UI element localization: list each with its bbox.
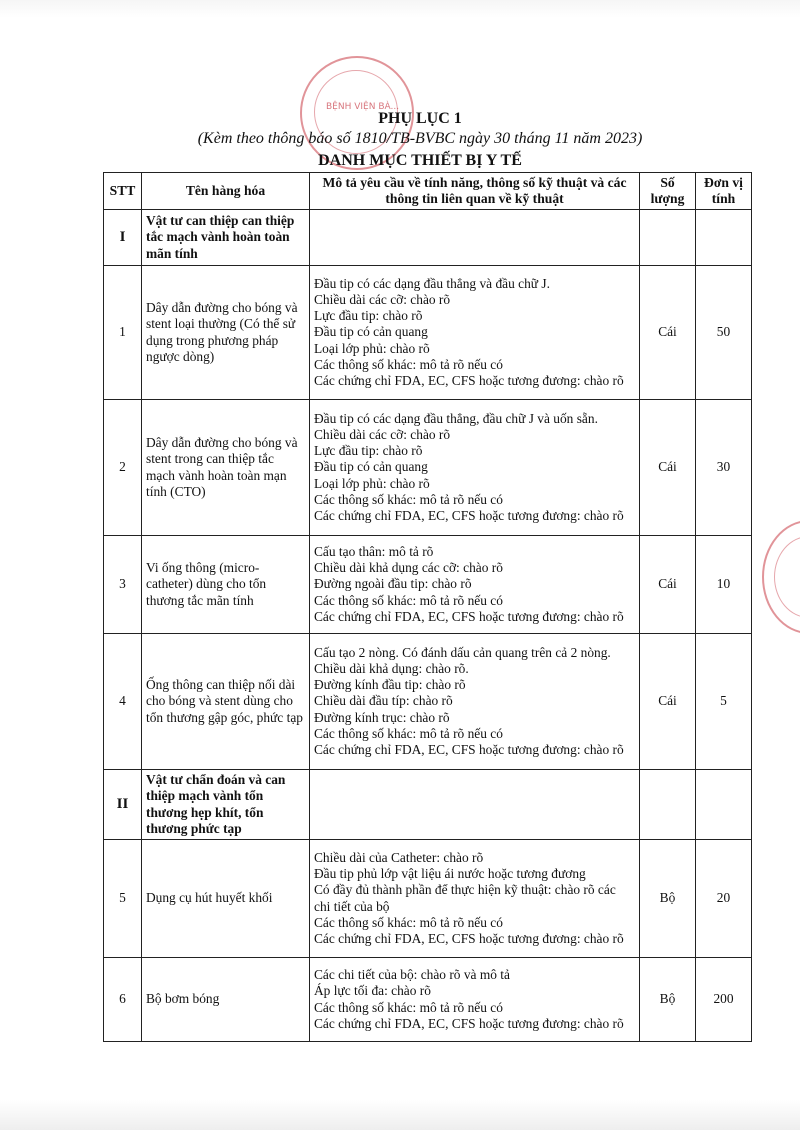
- section-qty-empty: [696, 770, 752, 840]
- description-line: Các thông số khác: mô tả rõ nếu có: [314, 592, 503, 608]
- device-table: [103, 172, 752, 1042]
- description-line: Các chứng chỉ FDA, EC, CFS hoặc tương đương: chào rõ: [314, 930, 624, 946]
- list-title: DANH MỤC THIẾT BỊ Y TẾ: [318, 152, 522, 169]
- appendix-title: PHỤ LỤC 1: [378, 110, 462, 127]
- item-number: 1: [104, 266, 142, 400]
- table-row: [104, 400, 752, 536]
- description-line: Đường kính trục: chào rõ: [314, 709, 450, 725]
- item-unit: Cái: [640, 536, 696, 634]
- section-unit-empty: [640, 770, 696, 840]
- item-quantity: 10: [696, 536, 752, 634]
- description-line: Chiều dài các cỡ: chào rõ: [314, 426, 451, 442]
- section-number: II: [104, 770, 142, 840]
- description-line: Đầu tip có các dạng đầu thẳng, đầu chữ J và uốn sẵn.: [314, 410, 598, 426]
- description-line: Các chứng chỉ FDA, EC, CFS hoặc tương đương: chào rõ: [314, 508, 624, 523]
- section-desc-empty: [310, 770, 640, 840]
- header-desc: Mô tả yêu cầu về tính năng, thông số kỹ thuật và các thông tin liên quan về kỹ thuật: [310, 173, 640, 210]
- item-unit: Cái: [640, 634, 696, 770]
- item-quantity: 50: [696, 266, 752, 400]
- description-line: Chiều dài khả dụng các cỡ: chào rõ: [314, 560, 503, 576]
- item-quantity: 30: [696, 400, 752, 536]
- appendix-subtitle: (Kèm theo thông báo số 1810/TB-BVBC ngày 30 tháng 11 năm 2023): [197, 130, 643, 147]
- item-name: Vi ống thông (micro-catheter) dùng cho tổn thương tắc mãn tính: [142, 536, 310, 634]
- description-line: Chiều dài các cỡ: chào rõ: [314, 291, 451, 307]
- description-line: Lực đầu tip: chào rõ: [314, 308, 423, 324]
- table-row: [104, 634, 752, 770]
- item-name: Dây dẫn đường cho bóng và stent trong can thiệp tắc mạch vành hoàn toàn mạn tính (CTO): [142, 400, 310, 536]
- item-description: [310, 958, 640, 1042]
- description-line: Lực đầu tip: chào rõ: [314, 443, 423, 459]
- description-line: Chiều dài đầu típ: chào rõ: [314, 693, 453, 709]
- table-body: [104, 210, 752, 1042]
- item-number: 6: [104, 958, 142, 1042]
- description-line: Đầu tip có cản quang: [314, 324, 428, 340]
- item-unit: Cái: [640, 266, 696, 400]
- section-qty-empty: [696, 210, 752, 266]
- section-row: [104, 210, 752, 266]
- item-description: [310, 266, 640, 400]
- description-line: Cấu tạo 2 nòng. Có đánh dấu cản quang trên cả 2 nòng. Chiều dài khả dụng: chào rõ.: [314, 644, 611, 676]
- item-description: [310, 400, 640, 536]
- description-line: Các thông số khác: mô tả rõ nếu có: [314, 356, 503, 372]
- description-line: Loại lớp phủ: chào rõ: [314, 475, 430, 491]
- item-name: Bộ bơm bóng: [142, 958, 310, 1042]
- item-name: Dây dẫn đường cho bóng và stent loại thường (Có thể sử dụng trong phương pháp ngược dòng): [142, 266, 310, 400]
- seal-text: BỆNH VIỆN BÀ...: [326, 102, 400, 112]
- item-quantity: 20: [696, 840, 752, 958]
- description-line: Các chứng chỉ FDA, EC, CFS hoặc tương đương: chào rõ: [314, 373, 624, 388]
- item-description: [310, 536, 640, 634]
- section-unit-empty: [640, 210, 696, 266]
- section-number: I: [104, 210, 142, 266]
- item-description: [310, 634, 640, 770]
- table-row: [104, 536, 752, 634]
- description-line: Các chứng chỉ FDA, EC, CFS hoặc tương đương: chào rõ: [314, 742, 624, 757]
- item-quantity: 5: [696, 634, 752, 770]
- table-row: [104, 266, 752, 400]
- section-name: Vật tư can thiệp can thiệp tắc mạch vành hoàn toàn mãn tính: [142, 210, 310, 266]
- description-line: Các thông số khác: mô tả rõ nếu có: [314, 725, 503, 741]
- description-line: Đầu tip có cản quang: [314, 459, 428, 475]
- item-number: 4: [104, 634, 142, 770]
- header-name: Tên hàng hóa: [142, 173, 310, 210]
- header-qty: Đơn vị tính: [696, 173, 752, 210]
- description-line: Đầu tip phủ lớp vật liệu ái nước hoặc tương đương: [314, 866, 586, 882]
- item-name: Ống thông can thiệp nối dài cho bóng và stent dùng cho tổn thương gập góc, phức tạp: [142, 634, 310, 770]
- description-line: Chiều dài của Catheter: chào rõ: [314, 849, 484, 865]
- description-line: Các thông số khác: mô tả rõ nếu có: [314, 491, 503, 507]
- item-unit: Bộ: [640, 958, 696, 1042]
- description-line: Áp lực tối đa: chào rõ: [314, 983, 431, 999]
- item-unit: Cái: [640, 400, 696, 536]
- description-line: Đầu tip có các dạng đầu thẳng và đầu chữ J.: [314, 275, 550, 291]
- header-unit: Số lượng: [640, 173, 696, 210]
- description-line: Có đầy đủ thành phần để thực hiện kỹ thuật: chào rõ các chi tiết của bộ: [314, 882, 616, 914]
- item-number: 5: [104, 840, 142, 958]
- item-quantity: 200: [696, 958, 752, 1042]
- section-row: [104, 770, 752, 840]
- item-description: [310, 840, 640, 958]
- table-row: [104, 840, 752, 958]
- item-number: 3: [104, 536, 142, 634]
- description-line: Các thông số khác: mô tả rõ nếu có: [314, 999, 503, 1015]
- section-desc-empty: [310, 210, 640, 266]
- description-line: Các chứng chỉ FDA, EC, CFS hoặc tương đương: chào rõ: [314, 1015, 624, 1031]
- item-unit: Bộ: [640, 840, 696, 958]
- description-line: Cấu tạo thân: mô tả rõ: [314, 543, 434, 559]
- item-number: 2: [104, 400, 142, 536]
- item-name: Dụng cụ hút huyết khối: [142, 840, 310, 958]
- description-line: Các chi tiết của bộ: chào rõ và mô tả: [314, 967, 510, 983]
- side-seal-inner-ring: [774, 536, 800, 618]
- table-row: [104, 958, 752, 1042]
- description-line: Loại lớp phủ: chào rõ: [314, 340, 430, 356]
- description-line: Đường kính đầu tip: chào rõ: [314, 677, 466, 693]
- description-line: Đường ngoài đầu tip: chào rõ: [314, 576, 472, 592]
- description-line: Các chứng chỉ FDA, EC, CFS hoặc tương đương: chào rõ: [314, 608, 624, 624]
- table-header-row: [104, 173, 752, 210]
- section-name: Vật tư chẩn đoán và can thiệp mạch vành tổn thương hẹp khít, tổn thương phức tạp: [142, 770, 310, 840]
- header-stt: STT: [104, 173, 142, 210]
- description-line: Các thông số khác: mô tả rõ nếu có: [314, 914, 503, 930]
